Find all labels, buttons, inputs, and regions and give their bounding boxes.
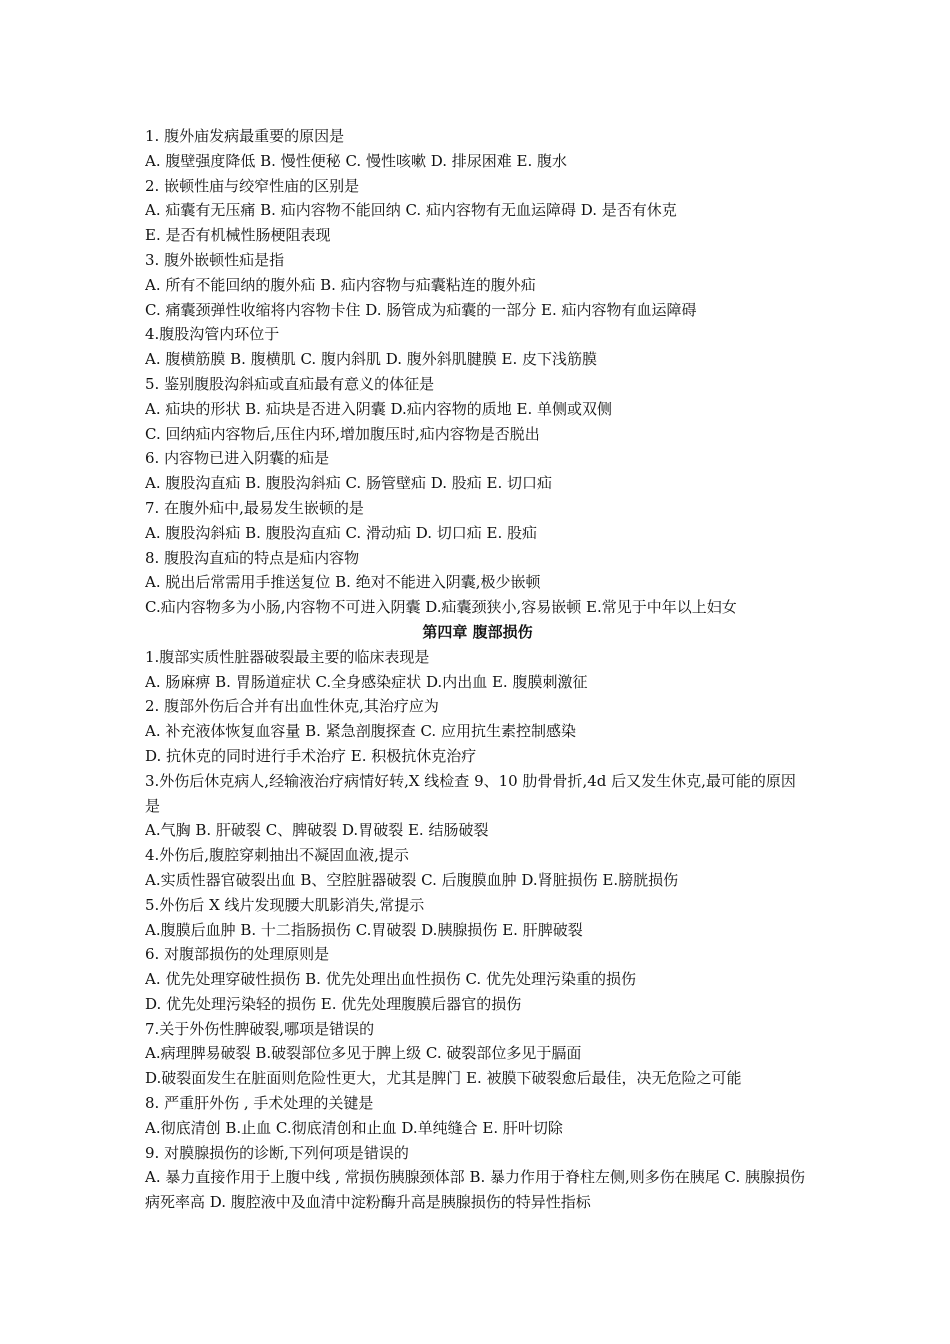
text-line: 5.外伤后 X 线片发现腰大肌影消失,常提示 <box>145 895 425 914</box>
text-line: 8. 腹股沟直疝的特点是疝内容物 <box>145 548 360 567</box>
document-page <box>145 124 810 1215</box>
text-line: A. 优先处理穿破性损伤 B. 优先处理出血性损伤 C. 优先处理污染重的损伤 <box>145 970 636 989</box>
question-9-options: A. 暴力直接作用于上腹中线 , 常损伤胰腺颈体部 B. 暴力作用于脊柱左侧,则多伤在胰尾 C. 胰腺损伤病死率高 D. 腹腔液中及血清中淀粉酶升高是胰腺损伤的特异性指标 <box>145 1168 806 1212</box>
text-line: 8. 严重肝外伤 , 手术处理的关键是 <box>145 1094 374 1113</box>
text-line: 1. 腹外庙发病最重要的原因是 <box>145 127 345 145</box>
text-line: C. 痛囊颈弹性收缩将内容物卡住 D. 肠管成为疝囊的一部分 E. 疝内容物有血运障碍 <box>145 300 697 319</box>
text-line: C. 回纳疝内容物后,压住内环,增加腹压时,疝内容物是否脱出 <box>145 424 540 443</box>
trauma-section <box>145 645 810 1215</box>
text-line: A. 腹股沟斜疝 B. 腹股沟直疝 C. 滑动疝 D. 切口疝 E. 股疝 <box>145 523 537 542</box>
text-line: D.破裂面发生在脏面则危险性更大，尤其是脾门 E. 被膜下破裂愈后最佳，决无危险之可能 <box>145 1069 742 1088</box>
text-line: 6. 对腹部损伤的处理原则是 <box>145 945 330 964</box>
text-line: A.实质性器官破裂出血 B、空腔脏器破裂 C. 后腹膜血肿 D.肾脏损伤 E.膀胱损伤 <box>145 870 679 889</box>
text-line: A. 补充液体恢复血容量 B. 紧急剖腹探查 C. 应用抗生素控制感染 <box>145 722 576 741</box>
text-line: A. 疝块的形状 B. 疝块是否进入阴囊 D.疝内容物的质地 E. 单侧或双侧 <box>145 399 612 418</box>
text-line: 2. 腹部外伤后合并有出血性休克,其治疗应为 <box>145 697 439 716</box>
text-line: 6. 内容物已进入阴囊的疝是 <box>145 449 330 468</box>
text-line: A. 疝囊有无压痛 B. 疝内容物不能回纳 C. 疝内容物有无血运障碍 D. 是否有休克 <box>145 201 677 220</box>
text-line: 2. 嵌顿性庙与绞窄性庙的区别是 <box>145 176 360 195</box>
text-line: A.腹膜后血肿 B. 十二指肠损伤 C.胃破裂 D.胰腺损伤 E. 肝脾破裂 <box>145 920 583 939</box>
question-3-text: 3.外伤后休克病人,经输液治疗病情好转,X 线检查 9、10 肋骨骨折,4d 后又发生休克,最可能的原因是 <box>145 771 796 815</box>
text-line: A. 腹股沟直疝 B. 腹股沟斜疝 C. 肠管壁疝 D. 股疝 E. 切口疝 <box>145 474 552 493</box>
hernia-section <box>145 124 810 620</box>
text-line: A.彻底清创 B.止血 C.彻底清创和止血 D.单纯缝合 E. 肝叶切除 <box>145 1118 563 1137</box>
text-line: 1.腹部实质性脏器破裂最主要的临床表现是 <box>145 647 430 666</box>
text-line: A. 肠麻痹 B. 胃肠道症状 C.全身感染症状 D.内出血 E. 腹膜刺激征 <box>145 672 588 691</box>
text-line: C.疝内容物多为小肠,内容物不可进入阴囊 D.疝囊颈狭小,容易嵌顿 E.常见于中年以上妇女 <box>145 598 737 617</box>
text-line: 3. 腹外嵌顿性疝是指 <box>145 250 285 269</box>
text-line: 4.外伤后,腹腔穿刺抽出不凝固血液,提示 <box>145 846 409 865</box>
text-line: A.病理脾易破裂 B.破裂部位多见于脾上级 C. 破裂部位多见于膈面 <box>145 1044 582 1063</box>
text-line: 4.腹股沟管内环位于 <box>145 325 280 344</box>
text-line: E. 是否有机械性肠梗阻表现 <box>145 226 331 245</box>
text-line: 5. 鉴别腹股沟斜疝或直疝最有意义的体征是 <box>145 374 435 393</box>
text-line: A. 脱出后常需用手推送复位 B. 绝对不能进入阴囊,极少嵌顿 <box>145 573 541 592</box>
text-line: A. 腹横筋膜 B. 腹横肌 C. 腹内斜肌 D. 腹外斜肌腱膜 E. 皮下浅筋膜 <box>145 350 597 369</box>
text-line: D. 抗休克的同时进行手术治疗 E. 积极抗休克治疗 <box>145 746 477 765</box>
text-line: A.气胸 B. 肝破裂 C、脾破裂 D.胃破裂 E. 结肠破裂 <box>145 821 489 840</box>
text-line: A. 腹壁强度降低 B. 慢性便秘 C. 慢性咳嗽 D. 排尿困难 E. 腹水 <box>145 151 567 170</box>
text-line: 9. 对膜腺损伤的诊断,下列何项是错误的 <box>145 1143 409 1162</box>
chapter-heading: 第四章 腹部损伤 <box>422 622 533 641</box>
text-line: 7. 在腹外疝中,最易发生嵌顿的是 <box>145 498 364 517</box>
text-line: D. 优先处理污染轻的损伤 E. 优先处理腹膜后器官的损伤 <box>145 994 522 1013</box>
text-line: A. 所有不能回纳的腹外疝 B. 疝内容物与疝囊粘连的腹外疝 <box>145 275 536 294</box>
text-line: 7.关于外伤性脾破裂,哪项是错误的 <box>145 1019 375 1038</box>
